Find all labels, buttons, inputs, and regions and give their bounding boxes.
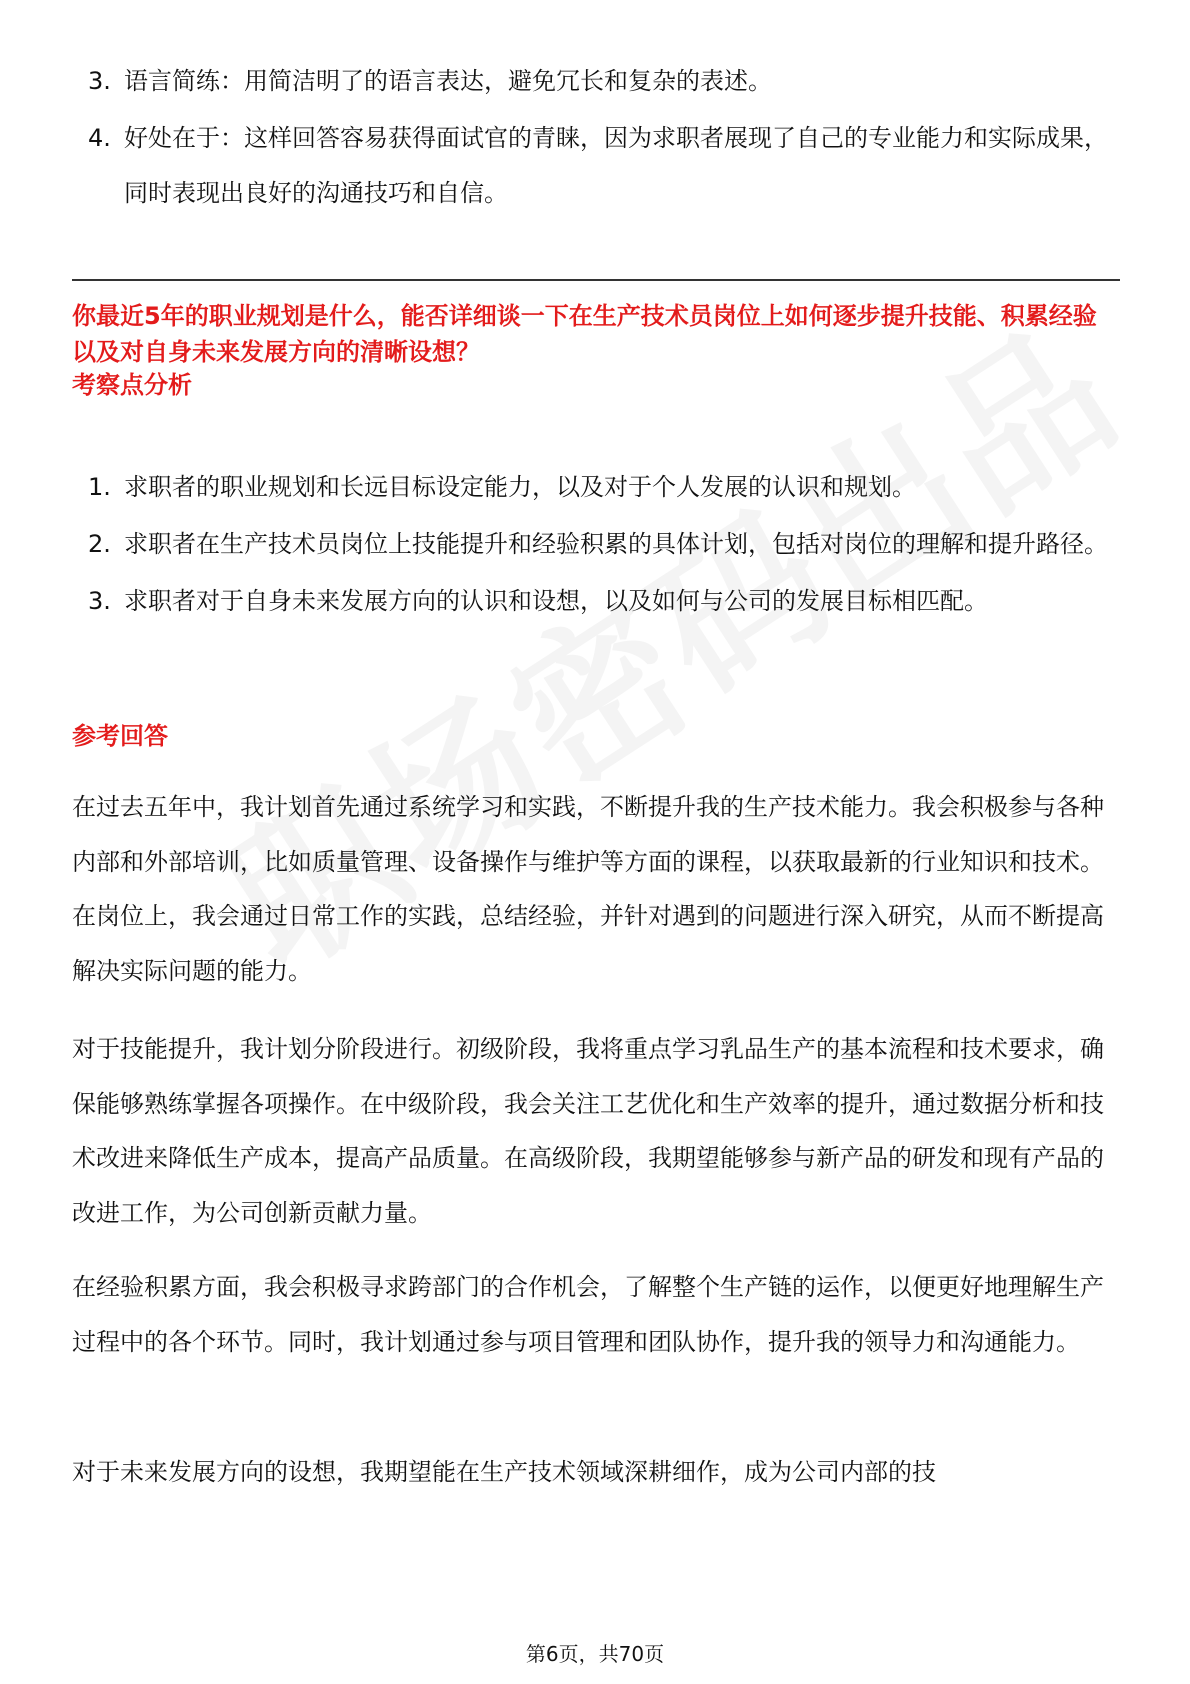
answer-paragraph: 对于未来发展方向的设想，我期望能在生产技术领域深耕细作，成为公司内部的技 <box>72 1458 936 1486</box>
analysis-heading: 考察点分析 <box>72 371 192 399</box>
page-footer: 第6页，共70页 <box>525 1642 665 1666</box>
list-number: 3. <box>88 67 111 95</box>
question-title: 你最近5年的职业规划是什么，能否详细谈一下在生产技术员岗位上如何逐步提升技能、积累经验以及对自身未来发展方向的清晰设想？ <box>72 302 1097 366</box>
list-item <box>72 517 1120 572</box>
section-divider <box>72 279 1120 281</box>
answer-paragraph: 在过去五年中，我计划首先通过系统学习和实践，不断提升我的生产技术能力。我会积极参与各种内部和外部培训，比如质量管理、设备操作与维护等方面的课程，以获取最新的行业知识和技术。在岗位上，我会通过日常工作的实践，总结经验，并针对遇到的问题进行深入研究，从而不断提高解决实际问题的能力。 <box>72 793 1104 985</box>
list-number: 4. <box>88 124 111 152</box>
list-item <box>72 54 1120 109</box>
continued-numbered-list <box>72 54 1120 221</box>
list-number: 2. <box>88 530 111 558</box>
list-number: 1. <box>88 473 111 501</box>
list-text: 语言简练：用简洁明了的语言表达，避免冗长和复杂的表述。 <box>124 67 772 95</box>
list-text: 求职者在生产技术员岗位上技能提升和经验积累的具体计划，包括对岗位的理解和提升路径。 <box>124 530 1108 558</box>
list-number: 3. <box>88 587 111 615</box>
list-text: 好处在于：这样回答容易获得面试官的青睐，因为求职者展现了自己的专业能力和实际成果，同时表现出良好的沟通技巧和自信。 <box>124 124 1108 207</box>
answer-paragraph: 在经验积累方面，我会积极寻求跨部门的合作机会，了解整个生产链的运作，以便更好地理解生产过程中的各个环节。同时，我计划通过参与项目管理和团队协作，提升我的领导力和沟通能力。 <box>72 1273 1104 1356</box>
answer-paragraph: 对于技能提升，我计划分阶段进行。初级阶段，我将重点学习乳品生产的基本流程和技术要求，确保能够熟练掌握各项操作。在中级阶段，我会关注工艺优化和生产效率的提升，通过数据分析和技术改进来降低生产成本，提高产品质量。在高级阶段，我期望能够参与新产品的研发和现有产品的改进工作，为公司创新贡献力量。 <box>72 1035 1104 1227</box>
list-text: 求职者对于自身未来发展方向的认识和设想，以及如何与公司的发展目标相匹配。 <box>124 587 988 615</box>
list-item <box>72 574 1120 629</box>
answer-heading: 参考回答 <box>72 722 168 750</box>
list-text: 求职者的职业规划和长远目标设定能力，以及对于个人发展的认识和规划。 <box>124 473 916 501</box>
list-item <box>72 111 1120 221</box>
list-item <box>72 460 1120 515</box>
analysis-list <box>72 460 1120 629</box>
